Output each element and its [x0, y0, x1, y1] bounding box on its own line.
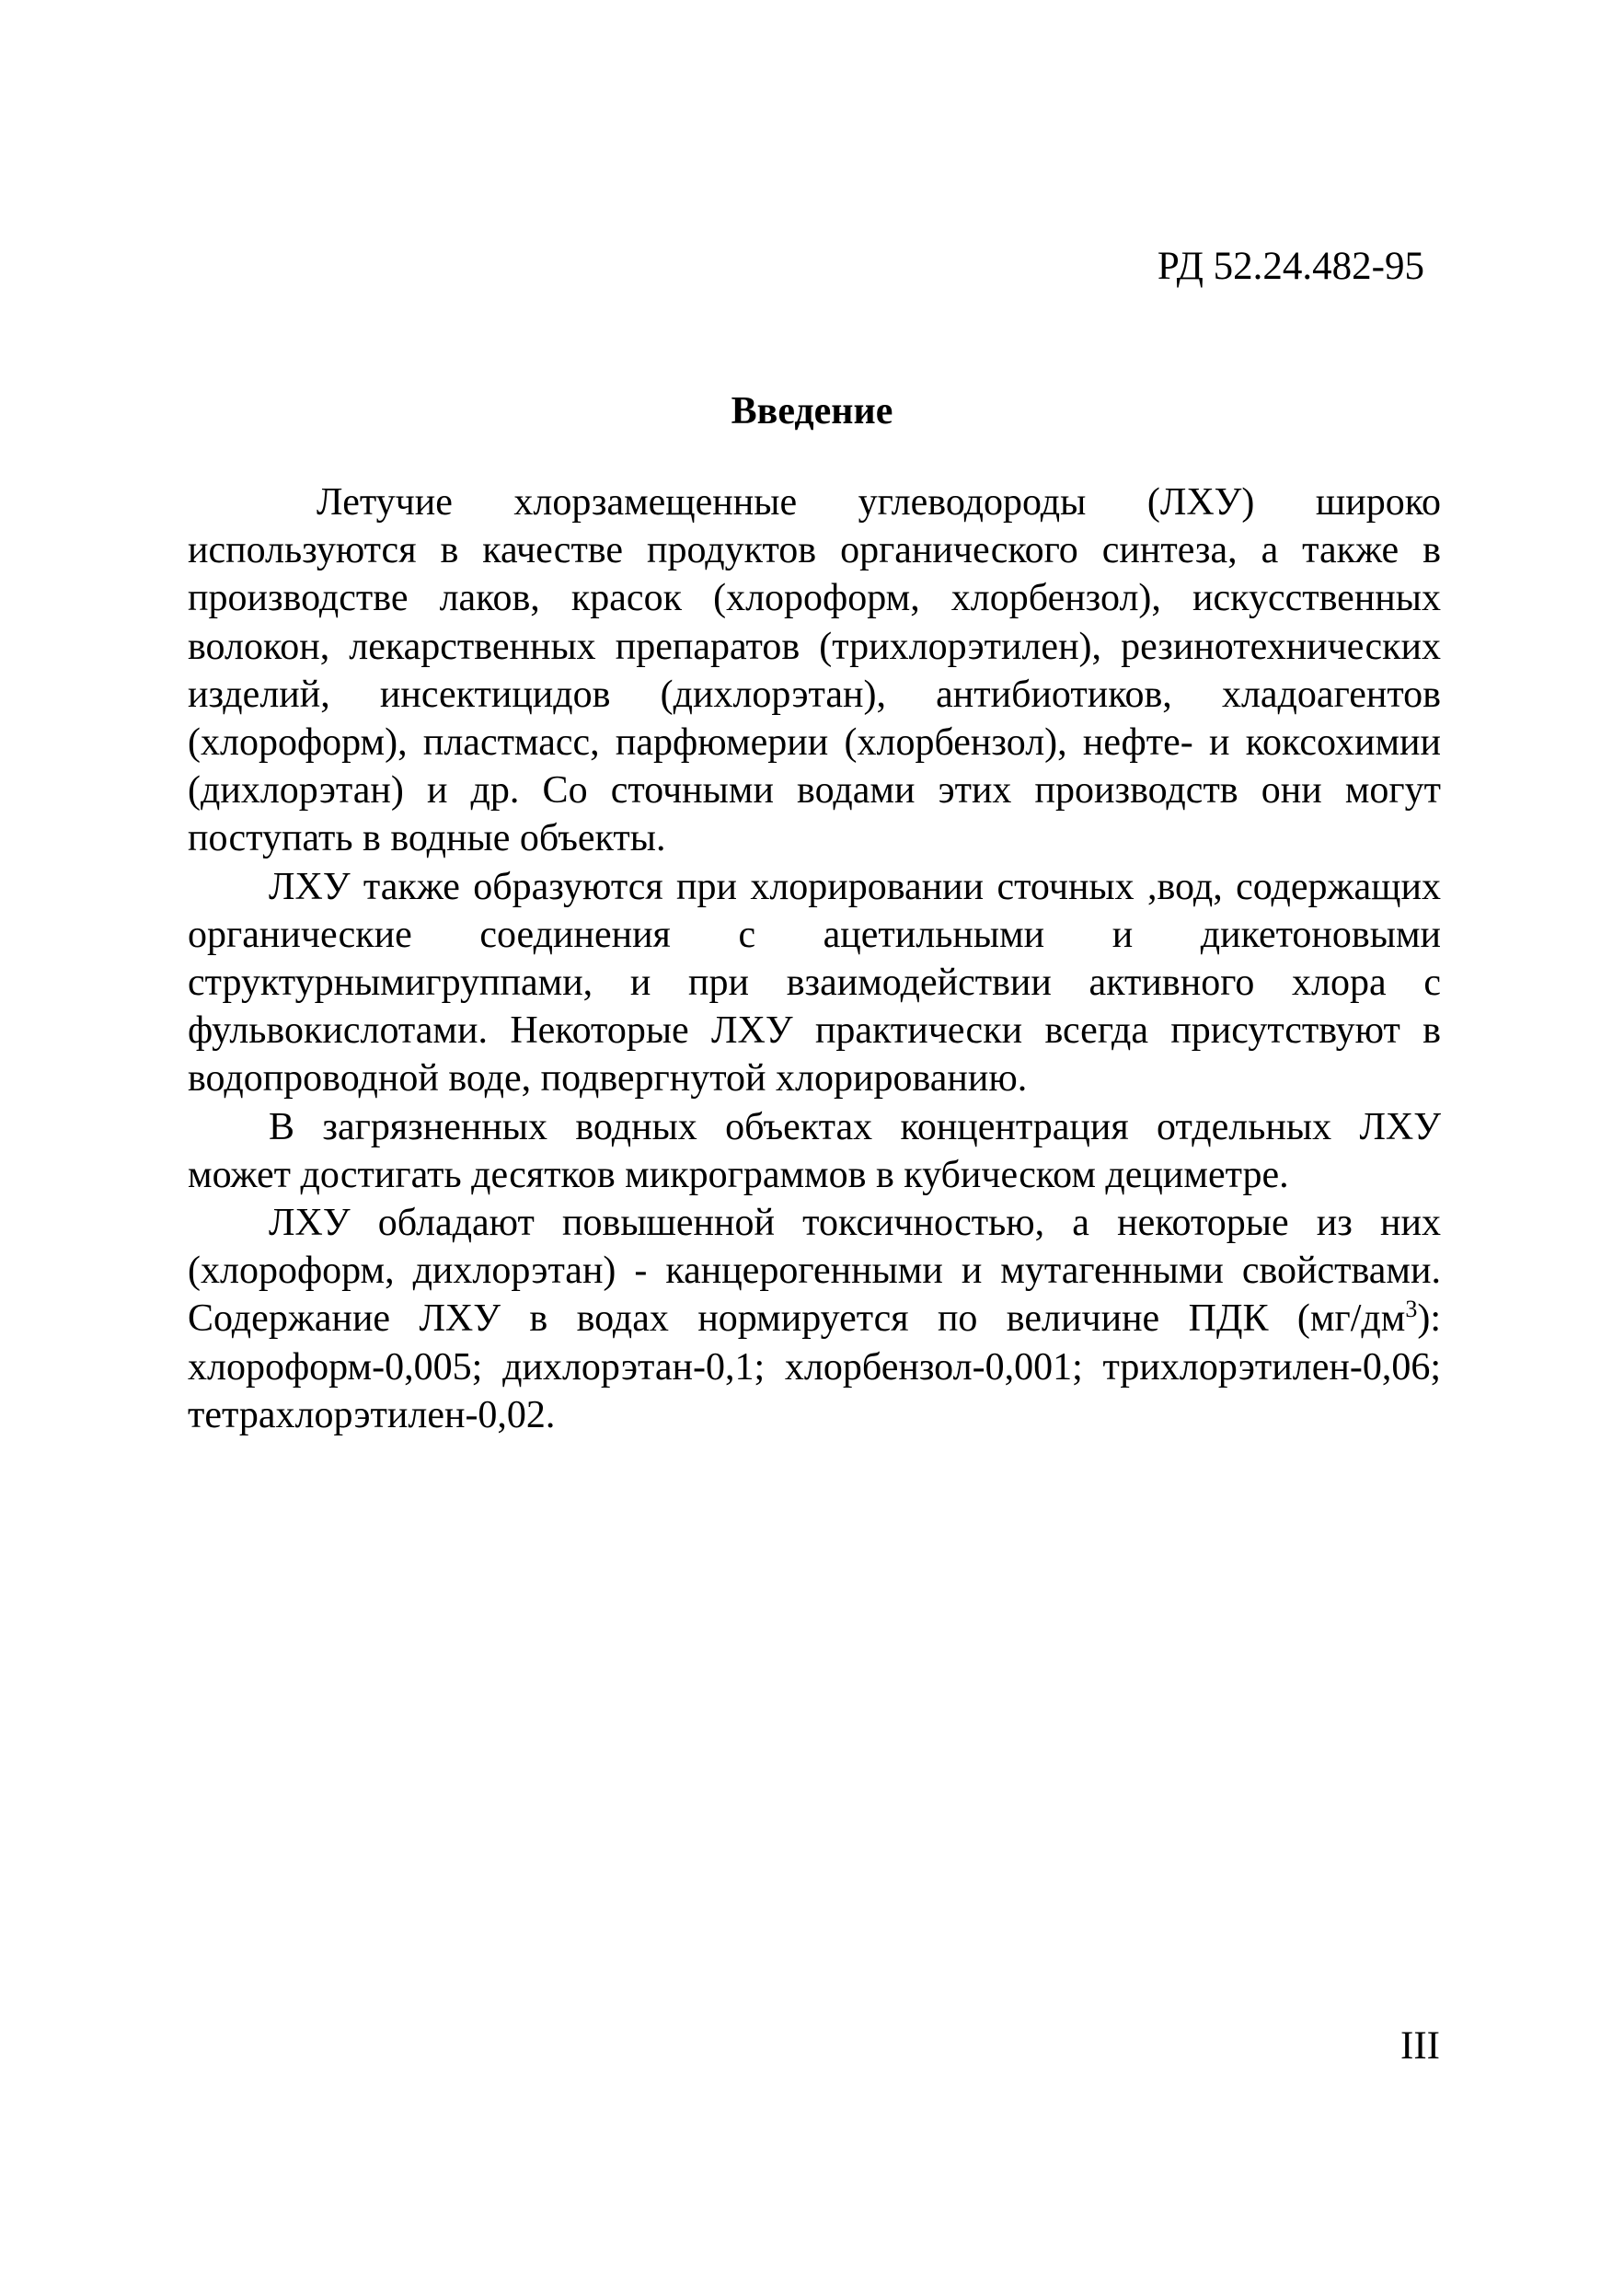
- page-number: III: [1400, 2024, 1440, 2068]
- document-code: РД 52.24.482-95: [1157, 245, 1424, 288]
- body-text: [188, 478, 1441, 1439]
- cubic-superscript: 3: [1405, 1296, 1418, 1323]
- paragraph-formation: ЛХУ также образуются при хлорировании сточных ,вод, содержащих органические соединения с ацетильными и дикетоновыми структурнымигруппами, и при взаимодействии активного хлора с фульвокислотами. Некоторые ЛХУ практически всегда присутствуют в водопроводной воде, подвергнутой хлорированию.: [188, 865, 1441, 1101]
- paragraph-intro: Летучие хлорзамещенные углеводороды (ЛХУ) широко используются в качестве продуктов органического синтеза, а также в производстве лаков, красок (хлороформ, хлорбензол), искусственных волокон, лекарственных препаратов (трихлорэтилен), резинотехнических изделий, инсектицидов (дихлорэтан), антибиотиков, хладоагентов (хлороформ), пластмасс, парфюмерии (хлорбензол), нефте- и коксохимии (дихлорэтан) и др. Со сточными водами этих производств они могут поступать в водные объекты.: [188, 481, 1441, 860]
- toxicity-text-start: ЛХУ обладают повышенной токсичностью, а некоторые из них (хлороформ, дихлорэтан) - канцерогенными и мутагенными свойствами. Содержание ЛХУ в водах нормируется по величине ПДК (мг/дм: [188, 1202, 1441, 1341]
- page-title: Введение: [731, 390, 893, 432]
- paragraph-toxicity: [188, 1199, 1441, 1439]
- paragraph-concentration: В загрязненных водных объектах концентрация отдельных ЛХУ может достигать десятков микрограммов в кубическом дециметре.: [188, 1105, 1441, 1196]
- toxicity-text-end: ): хлороформ-0,005; дихлорэтан-0,1; хлорбензол-0,001; трихлорэтилен-0,06; тетрахлорэтилен-0,02.: [188, 1297, 1441, 1436]
